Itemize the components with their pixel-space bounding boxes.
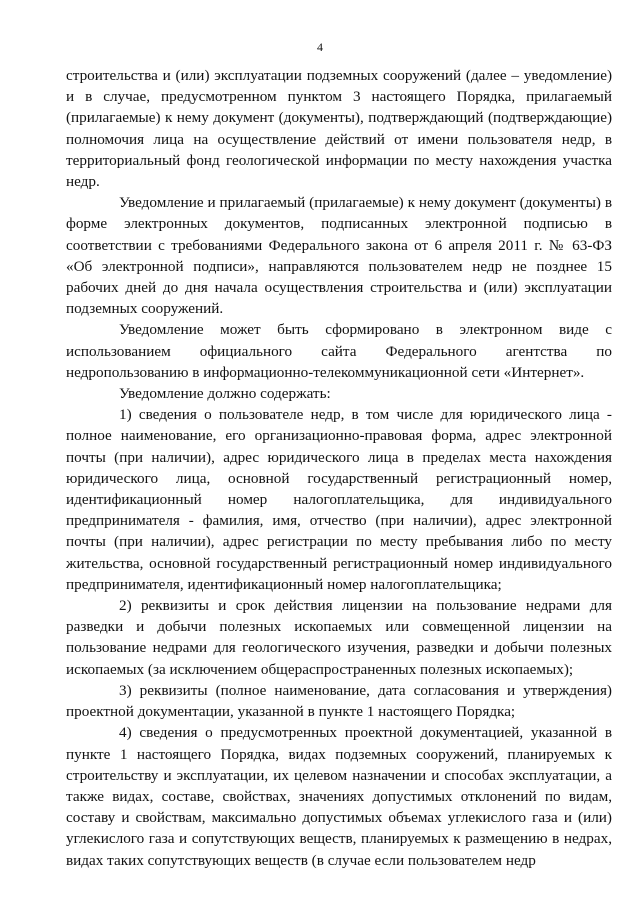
list-item-1-user-info: 1) сведения о пользователе недр, в том числе для юридического лица - полное наименование, его организационно-правовая форма, адрес электронной почты (при наличии), адрес юридического лица в пределах места нахождения юридического лица, основной государственный регистрационный номер, идентификационный номер налогоплательщика, для индивидуального предпринимателя - фамилия, имя, отчество (при наличии), адрес электронной почты (при наличии), адрес регистрации по месту пребывания либо по месту жительства, основной государственный регистрационный номер индивидуального предпринимателя, идентификационный номер налогоплательщика; (66, 406, 612, 593)
paragraph-contents-intro: Уведомление должно содержать: (119, 385, 331, 403)
list-item-4-structures: 4) сведения о предусмотренных проектной документацией, указанной в пункте 1 настоящего Порядка, видах подземных сооружений, планируемых к строительству и эксплуатации, их целевом назначении и способах эксплуатации, а также видах, составе, свойствах, значениях допустимых отклонений по видам, составу и свойствам, максимально допустимых объемах углекислого газа и (или) углекислого газа и сопутствующих веществ, планируемых к размещению в недрах, видах таких сопутствующих веществ (в случае если пользователем недр (66, 724, 612, 869)
paragraph-official-site: Уведомление может быть сформировано в электронном виде с использованием официального сайта Федерального агентства по недропользованию в информационно-телекоммуникационной сети «Интернет». (66, 321, 612, 381)
list-item-2-license: 2) реквизиты и срок действия лицензии на пользование недрами для разведки и добычи полезных ископаемых или совмещенной лицензии на пользование недрами для геологического изучения, разведки и добычи полезных ископаемых (за исключением общераспространенных полезных ископаемых); (66, 597, 612, 678)
page-number: 4 (317, 40, 323, 54)
paragraph-continuation: строительства и (или) эксплуатации подземных сооружений (далее – уведомление) и в случае, предусмотренном пунктом 3 настоящего Порядка, прилагаемый (прилагаемые) к нему документ (документы), подтверждающий (подтверждающие) полномочия лица на осуществление действий от имени пользователя недр, в территориальный фонд геологической информации по месту нахождения участка недр. (66, 67, 612, 191)
paragraph-electronic-form: Уведомление и прилагаемый (прилагаемые) к нему документ (документы) в форме электронных документов, подписанных электронной подписью в соответствии с требованиями Федерального закона от 6 апреля 2011 г. № 63-ФЗ «Об электронной подписи», направляются пользователем недр не позднее 15 рабочих дней до дня начала осуществления строительства и (или) эксплуатации подземных сооружений. (66, 194, 612, 318)
document-body (66, 65, 612, 871)
list-item-3-project-docs: 3) реквизиты (полное наименование, дата согласования и утверждения) проектной документации, указанной в пункте 1 настоящего Порядка; (66, 681, 612, 721)
